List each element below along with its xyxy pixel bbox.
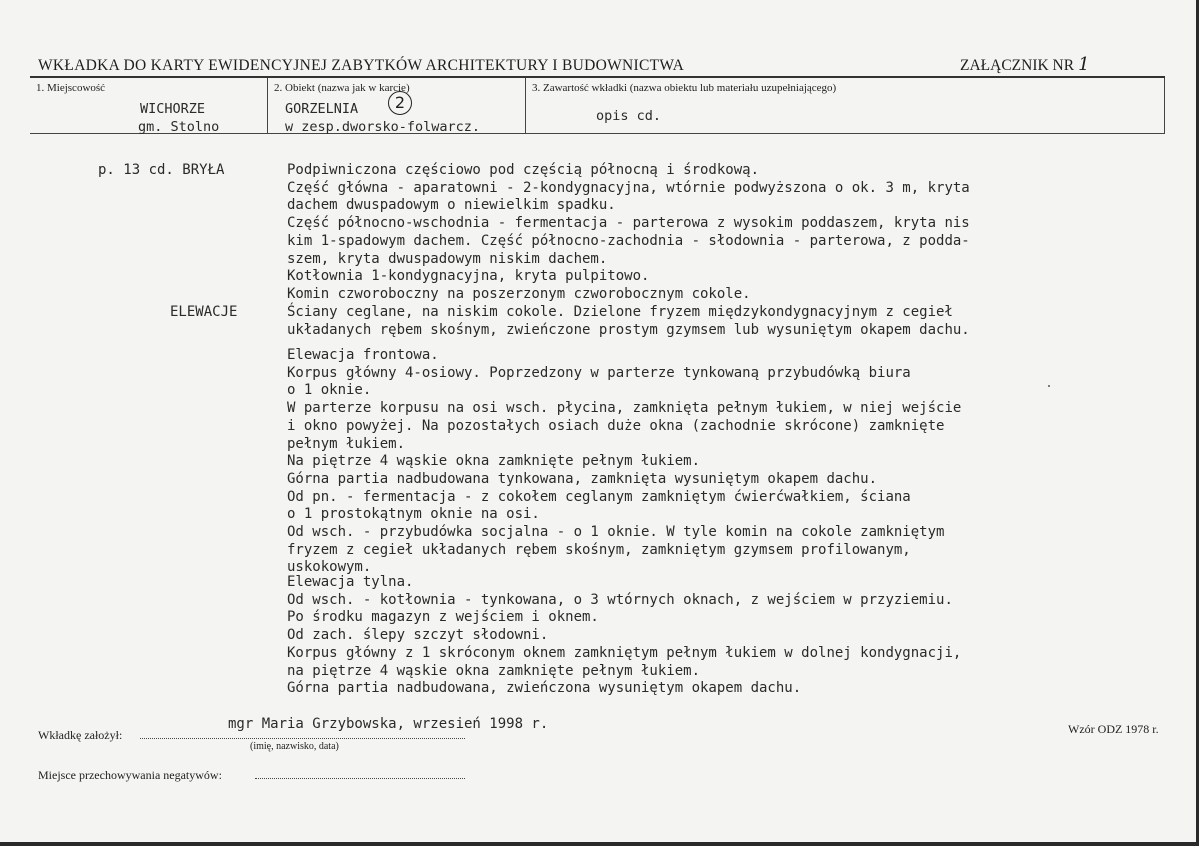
author-line — [140, 738, 465, 739]
negatives-label: Miejsce przechowywania negatywów: — [38, 768, 222, 782]
speck — [1048, 385, 1050, 387]
locality-line2: gm. Stolno — [138, 119, 220, 135]
content-value: opis cd. — [596, 108, 662, 124]
annex-label-text: ZAŁĄCZNIK NR — [960, 57, 1075, 74]
section-text-front-elevation: Elewacja frontowa. Korpus główny 4-osiowy. Poprzedzony w parterze tynkowaną przybudówką biura o 1 oknie. W parterze korpusu na osi wsch. płycina, zamknięta pełnym łukiem, w niej wejście i okno powyżej. Na pozostałych osiach duże okna (zachodnie skrócone) zamknięte pełnym łukiem. Na piętrze 4 wąskie okna zamknięte pełnym łukiem. Górna partia nadbudowana tynkowana, zamknięta wysuniętym okapem dachu. Od pn. - fermentacja - z cokołem ceglanym zamkniętym ćwierćwałkiem, ściana o 1 prostokątnym oknie na osi. Od wsch. - przybudówka socjalna - o 1 oknie. W tyle komin na cokole zamkniętym fryzem z cegieł układanych rębem skośnym, zamkniętym gzymsem profilowanym, uskokowym. — [287, 347, 962, 576]
content-field — [526, 78, 1165, 134]
object-label: 2. Obiekt (nazwa jak w karcie) — [274, 82, 410, 94]
section-label-elewacje: ELEWACJE — [170, 304, 238, 320]
author-label: Wkładkę założył: — [38, 728, 123, 742]
content-label: 3. Zawartość wkładki (nazwa obiektu lub materiału uzupełniającego) — [532, 82, 837, 94]
negatives-line — [255, 778, 465, 779]
author-value: mgr Maria Grzybowska, wrzesień 1998 r. — [228, 716, 549, 732]
author-hint: (imię, nazwisko, data) — [250, 741, 339, 752]
locality-line1: WICHORZE — [140, 101, 206, 117]
form-code: Wzór ODZ 1978 r. — [1068, 722, 1159, 736]
object-field — [268, 78, 526, 134]
section-label-bryla: p. 13 cd. BRYŁA — [98, 162, 225, 178]
annex-number: 1 — [1078, 54, 1090, 75]
object-line2: w zesp.dworsko-folwarcz. — [285, 119, 481, 135]
section-text-walls: Ściany ceglane, na niskim cokole. Dzielone fryzem międzykondygnacyjnym z cegieł układanych rębem skośnym, zwieńczone prostym gzymsem lub wysuniętym okapem dachu. — [287, 304, 970, 338]
section-text-rear-elevation: Elewacja tylna. Od wsch. - kotłownia - tynkowana, o 3 wtórnych oknach, z wejściem w przyziemiu. Po środku magazyn z wejściem i oknem. Od zach. ślepy szczyt słodowni. Korpus główny z 1 skróconym oknem zamkniętym pełnym łukiem w dolnej kondygnacji, na piętrze 4 wąskie okna zamknięte pełnym łukiem. Górna partia nadbudowana, zwieńczona wysuniętym okapem dachu. — [287, 574, 962, 697]
locality-label: 1. Miejscowość — [36, 82, 106, 94]
form-title: WKŁADKA DO KARTY EWIDENCYJNEJ ZABYTKÓW ARCHITEKTURY I BUDOWNICTWA — [38, 57, 685, 74]
circled-number: 2 — [388, 91, 412, 115]
locality-field — [30, 78, 268, 134]
annex-label — [960, 54, 1090, 75]
section-text-bryla: Podpiwniczona częściowo pod częścią północną i środkową. Część główna - aparatowni - 2-kondygnacyjna, wtórnie podwyższona o ok. 3 m, kryta dachem dwuspadowym o niewielkim spadku. Część północno-wschodnia - fermentacja - parterowa z wysokim poddaszem, kryta nis kim 1-spadowym dachem. Część północno-zachodnia - słodownia - parterowa, z podda- szem, kryta dwuspadowym niskim dachem. Kotłownia 1-kondygnacyjna, kryta pulpitowo. Komin czworoboczny na poszerzonym czworobocznym cokole. — [287, 162, 970, 302]
object-line1: GORZELNIA — [285, 101, 359, 117]
